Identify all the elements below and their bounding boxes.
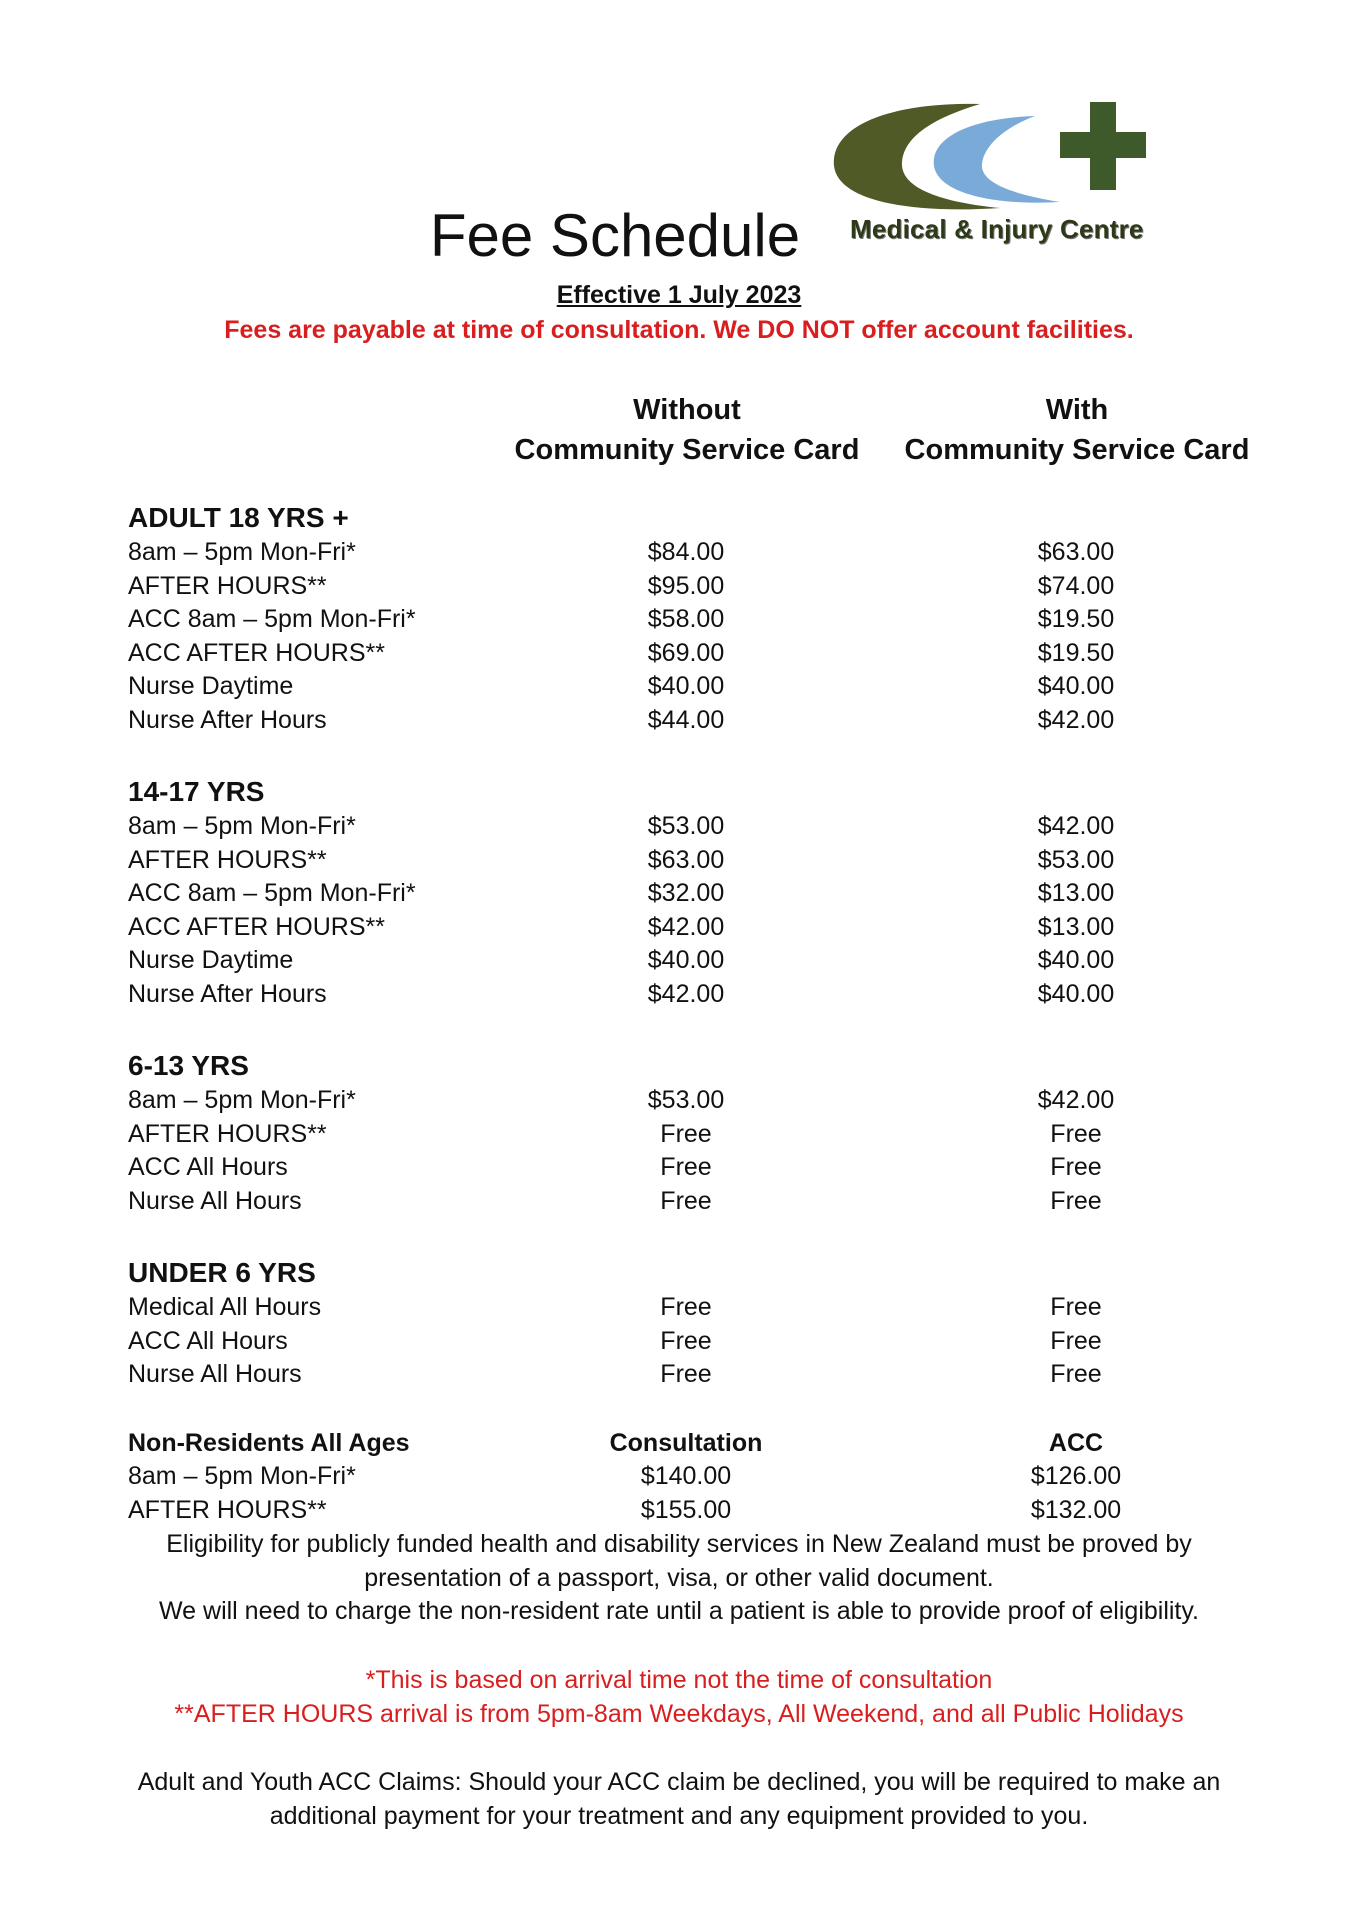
fee-row: 8am – 5pm Mon-Fri* $140.00 $126.00	[128, 1462, 1122, 1490]
fee-row: AFTER HOURS** $95.00 $74.00	[128, 571, 1115, 600]
section-under-6	[128, 1255, 1248, 1392]
fee-row: Nurse After Hours $44.00 $42.00	[128, 705, 1115, 734]
column-header-without-csc: Without Community Service Card	[514, 394, 860, 466]
eligibility-note: Eligibility for publicly funded health and disability services in New Zealand must be proved by presentation of a passport, visa, or other valid document. We will need to charge the non-resident rate until a patient is able to provide proof of eligibility.	[159, 1530, 1199, 1626]
column-header-with-csc: With Community Service Card	[904, 394, 1250, 466]
fee-row: ACC All Hours Free Free	[128, 1326, 1102, 1355]
effective-date: Effective 1 July 2023	[556, 281, 802, 309]
fee-row: ACC AFTER HOURS** $42.00 $13.00	[128, 912, 1115, 941]
fee-row: Nurse Daytime $40.00 $40.00	[128, 672, 1115, 701]
section-title: 14-17 YRS	[128, 776, 265, 807]
section-non-residents	[128, 1426, 1248, 1527]
fee-row: Nurse After Hours $42.00 $40.00	[128, 979, 1115, 1008]
fee-row: 8am – 5pm Mon-Fri* $53.00 $42.00	[128, 1086, 1115, 1114]
logo-graphic	[830, 96, 1190, 216]
non-residents-header: Non-Residents All Ages Consultation ACC	[128, 1429, 1104, 1457]
fee-row: AFTER HOURS** $63.00 $53.00	[128, 845, 1115, 874]
fee-row: ACC 8am – 5pm Mon-Fri* $32.00 $13.00	[128, 879, 1115, 908]
section-14-17	[128, 774, 1248, 1012]
medical-injury-centre-logo	[830, 96, 1190, 256]
fee-row: AFTER HOURS** $155.00 $132.00	[128, 1495, 1122, 1524]
section-adult	[128, 500, 1248, 738]
fee-row: Medical All Hours Free Free	[128, 1293, 1102, 1321]
section-title: ADULT 18 YRS +	[128, 502, 349, 533]
fee-row: Nurse All Hours Free Free	[128, 1186, 1102, 1215]
payment-warning: Fees are payable at time of consultation. We DO NOT offer account facilities.	[224, 316, 1134, 344]
fee-row: Nurse All Hours Free Free	[128, 1360, 1102, 1389]
section-6-13	[128, 1048, 1248, 1218]
section-title: UNDER 6 YRS	[128, 1257, 316, 1288]
fee-row: 8am – 5pm Mon-Fri* $84.00 $63.00	[128, 538, 1115, 566]
acc-claims-note: Adult and Youth ACC Claims: Should your ACC claim be declined, you will be required to make an additional payment for your treatment and any equipment provided to you.	[137, 1768, 1221, 1830]
section-title: 6-13 YRS	[128, 1050, 249, 1081]
fee-row: ACC AFTER HOURS** $69.00 $19.50	[128, 638, 1115, 667]
logo-text: Medical & Injury Centre	[850, 214, 1144, 244]
page-title: Fee Schedule	[429, 202, 801, 269]
fee-row: AFTER HOURS** Free Free	[128, 1119, 1102, 1148]
fee-row: ACC All Hours Free Free	[128, 1153, 1102, 1182]
fee-row: Nurse Daytime $40.00 $40.00	[128, 946, 1115, 975]
fee-row: ACC 8am – 5pm Mon-Fri* $58.00 $19.50	[128, 605, 1115, 634]
fee-row: 8am – 5pm Mon-Fri* $53.00 $42.00	[128, 812, 1115, 840]
footnotes: *This is based on arrival time not the time of consultation **AFTER HOURS arrival is from 5pm-8am Weekdays, All Weekend, and all Public Holidays	[174, 1666, 1184, 1728]
